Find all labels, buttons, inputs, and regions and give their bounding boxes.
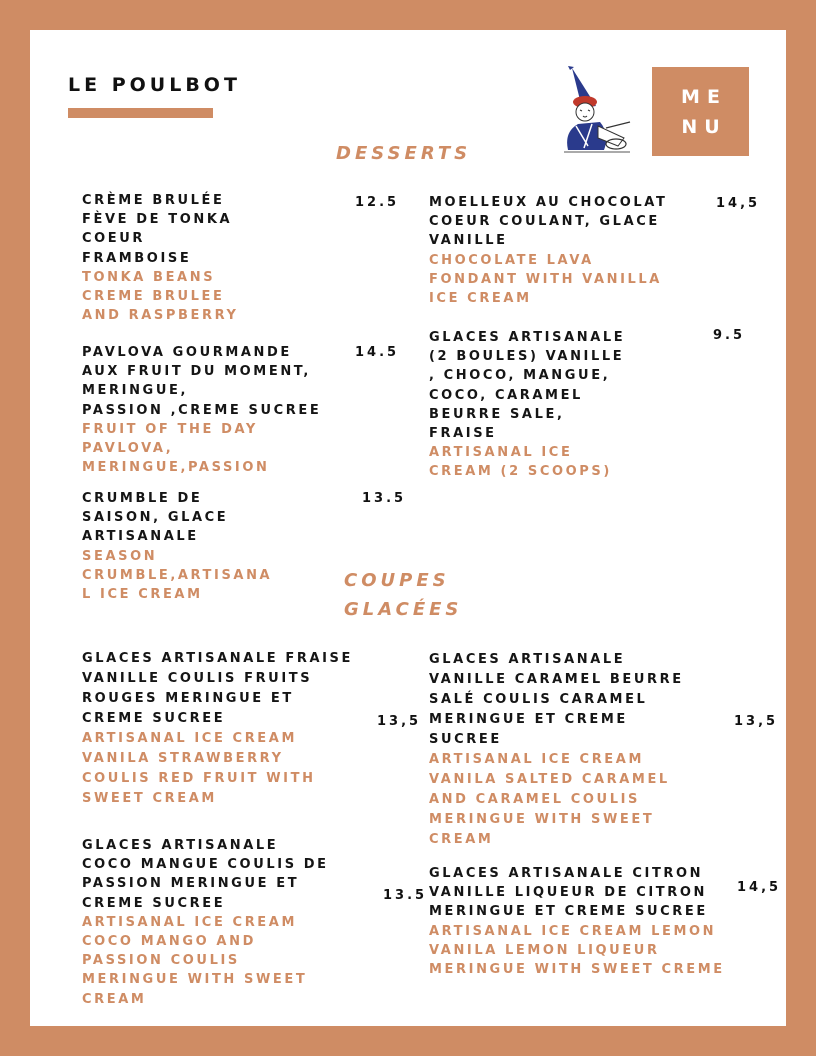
- item-name-fr: GLACES ARTISANALE (2 BOULES) VANILLE , CHOCO, MANGUE, COCO, CARAMEL BEURRE SALE, FRAISE: [429, 330, 626, 442]
- dessert-item: [429, 193, 729, 308]
- item-name-fr: MOELLEUX AU CHOCOLAT COEUR COULANT, GLACE VANILLE: [429, 195, 668, 249]
- item-name-en: TONKA BEANS CREME BRULEE AND RASPBERRY: [82, 269, 239, 324]
- section-title-coupes-glacees: COUPES GLACÉES: [344, 570, 463, 620]
- coupe-item: [429, 864, 729, 979]
- item-name-fr: GLACES ARTISANALE VANILLE CARAMEL BEURRE SALÉ COULIS CARAMEL MERINGUE ET CREME SUCREE: [429, 652, 684, 747]
- restaurant-name: LE POULBOT: [68, 74, 241, 96]
- item-name-fr: GLACES ARTISANALE CITRON VANILLE LIQUEUR DE CITRON MERINGUE ET CREME SUCREE: [429, 866, 708, 920]
- coupe-item: [82, 649, 382, 809]
- menu-badge-line-1: ME: [681, 85, 727, 108]
- item-price: 13.5: [383, 888, 428, 903]
- section-title-desserts: DESSERTS: [336, 143, 472, 164]
- item-name-fr: GLACES ARTISANALE FRAISE VANILLE COULIS FRUITS ROUGES MERINGUE ET CREME SUCREE: [82, 651, 354, 726]
- item-name-en: ARTISANAL ICE CREAM VANILA STRAWBERRY COULIS RED FRUIT WITH SWEET CREAM: [82, 731, 316, 806]
- item-price: 13,5: [734, 714, 779, 729]
- item-name-en: SEASON CRUMBLE,ARTISANA L ICE CREAM: [82, 548, 273, 603]
- item-name-en: ARTISANAL ICE CREAM COCO MANGO AND PASSION COULIS MERINGUE WITH SWEET CREAM: [82, 914, 308, 1007]
- item-price: 13,5: [377, 714, 422, 729]
- item-price: 9.5: [713, 328, 746, 343]
- menu-badge: [652, 67, 749, 156]
- item-name-en: ARTISANAL ICE CREAM VANILA SALTED CARAMEL AND CARAMEL COULIS MERINGUE WITH SWEET CREAM: [429, 752, 670, 847]
- item-name-fr: GLACES ARTISANALE COCO MANGUE COULIS DE PASSION MERINGUE ET CREME SUCREE: [82, 838, 329, 911]
- item-price: 12.5: [355, 195, 400, 210]
- dessert-item: [82, 343, 382, 477]
- dessert-item: [429, 328, 729, 482]
- item-price: 14,5: [716, 196, 761, 211]
- coupe-item: [429, 650, 729, 850]
- item-name-fr: CRUMBLE DE SAISON, GLACE ARTISANALE: [82, 491, 229, 545]
- dessert-item: [82, 489, 382, 604]
- item-name-en: ARTISANAL ICE CREAM LEMON VANILA LEMON LIQUEUR MERINGUE WITH SWEET CREME: [429, 923, 725, 978]
- dessert-item: [82, 191, 382, 325]
- menu-badge-line-2: NU: [681, 115, 727, 138]
- item-price: 14.5: [355, 345, 400, 360]
- item-price: 14,5: [737, 880, 782, 895]
- menu-card: [30, 30, 786, 1026]
- item-name-fr: PAVLOVA GOURMANDE AUX FRUIT DU MOMENT, MERINGUE, PASSION ,CREME SUCREE: [82, 345, 322, 418]
- poulbot-mascot-illustration: [558, 64, 636, 156]
- item-name-en: CHOCOLATE LAVA FONDANT WITH VANILLA ICE CREAM: [429, 252, 662, 307]
- item-name-en: FRUIT OF THE DAY PAVLOVA, MERINGUE,PASSION: [82, 421, 270, 476]
- coupe-item: [82, 836, 382, 1009]
- item-name-fr: CRÈME BRULÉE FÈVE DE TONKA COEUR FRAMBOISE: [82, 193, 233, 266]
- item-price: 13.5: [362, 491, 407, 506]
- brand-underline: [68, 108, 213, 118]
- item-name-en: ARTISANAL ICE CREAM (2 SCOOPS): [429, 445, 612, 480]
